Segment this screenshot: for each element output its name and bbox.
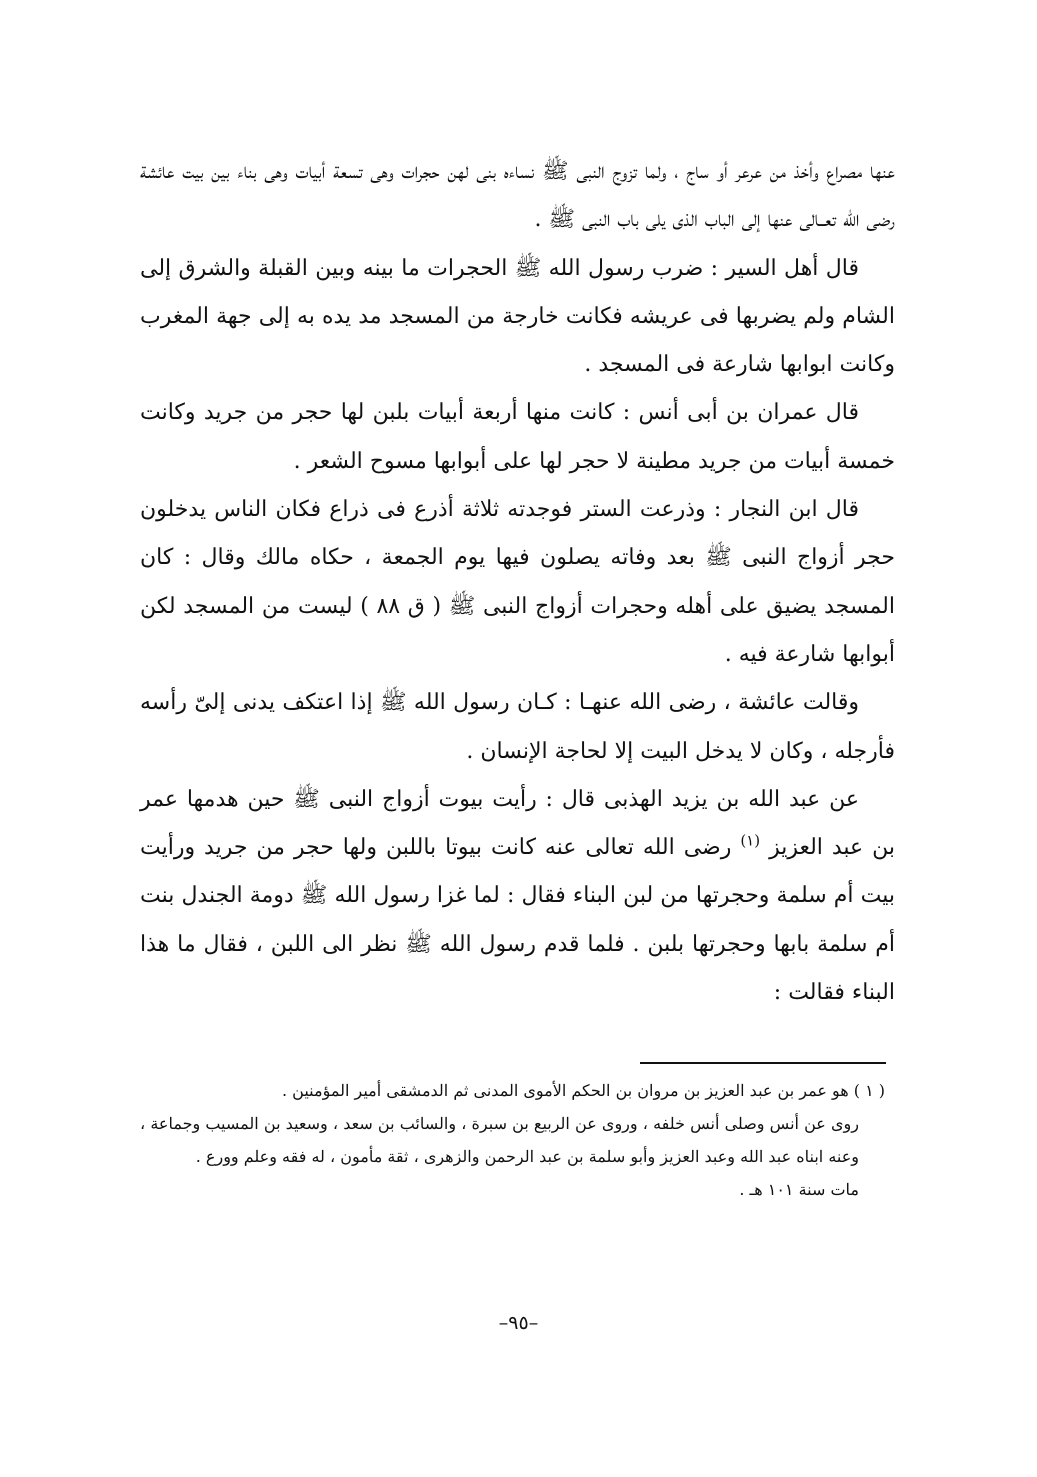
- paragraph-1: عنها مصراع وأخذ من عرعر أو ساج ، ولما تزوج النبى ﷺ نساءه بنى لهن حجرات وهى تسعة أبيات وهى بناء بين بيت عائشة رضى الله تعــالى عنها إلى الباب الذى يلى باب النبى ﷺ .: [140, 159, 895, 233]
- paragraph-5: وقالت عائشة ، رضى الله عنهـا : كـان رسول الله ﷺ إذا اعتكف يدنى إلىّ رأسه فأرجله ، وكان لا يدخل البيت إلا لحاجة الإنسان .: [140, 690, 895, 764]
- footnote-marker: (١): [740, 831, 761, 850]
- footnote-separator: [640, 1062, 886, 1064]
- footnote-1-death: مات سنة ١٠١ هـ .: [739, 1180, 859, 1199]
- paragraph-2: قال أهل السير : ضرب رسول الله ﷺ الحجرات ما بينه وبين القبلة والشرق إلى الشام ولم يضربها فى عريشه فكانت خارجة من المسجد مد يده به إلى جهة المغرب وكانت ابوابها شارعة فى المسجد .: [140, 255, 895, 378]
- main-text: [140, 148, 895, 1017]
- paragraph-3: قال عمران بن أبى أنس : كانت منها أربعة أبيات بلبن لها حجر من جريد وكانت خمسة أبيات من جريد مطينة لا حجر لها على أبوابها مسوح الشعر .: [140, 400, 895, 474]
- footnote-1-bio: روى عن أنس وصلى أنس خلفه ، وروى عن الربيع بن سبرة ، والسائب بن سعد ، وسعيد بن المسيب وجماعة ، وعنه ابناه عبد الله وعبد العزيز وأبو سلمة بن عبد الرحمن والزهرى ، ثقة مأمون ، له فقه وعلم وورع .: [140, 1114, 859, 1166]
- footnotes: [140, 1074, 885, 1206]
- paragraph-6: [140, 776, 895, 1017]
- paragraph-4: قال ابن النجار : وذرعت الستر فوجدته ثلاثة أذرع فى ذراع فكان الناس يدخلون حجر أزواج النبى ﷺ بعد وفاته يصلون فيها يوم الجمعة ، حكاه مالك وقال : كان المسجد يضيق على أهله وحجرات أزواج النبى ﷺ ( ق ٨٨ ) ليست من المسجد لكن أبوابها شارعة فيه .: [140, 497, 895, 667]
- paragraph-6-rest: رضى الله تعالى عنه كانت بيوتا باللبن ولها حجر من جريد ورأيت بيت أم سلمة وحجرتها من لبن البناء فقال : لما غزا رسول الله ﷺ دومة الجندل بنت أم سلمة بابها وحجرتها بلبن . فلما قدم رسول الله ﷺ نظر الى اللبن ، فقال ما هذا البناء فقالت :: [140, 835, 895, 1006]
- page-number: –٩٥–: [498, 1312, 539, 1334]
- footnote-1: ( ١ ) هو عمر بن عبد العزيز بن مروان بن الحكم الأموى المدنى ثم الدمشقى أمير المؤمنين .: [281, 1081, 885, 1100]
- paragraph-6-start: عن عبد الله بن يزيد الهذبى قال : رأيت بيوت أزواج النبى ﷺ حين هدمها عمر بن عبد العزيز: [140, 786, 895, 861]
